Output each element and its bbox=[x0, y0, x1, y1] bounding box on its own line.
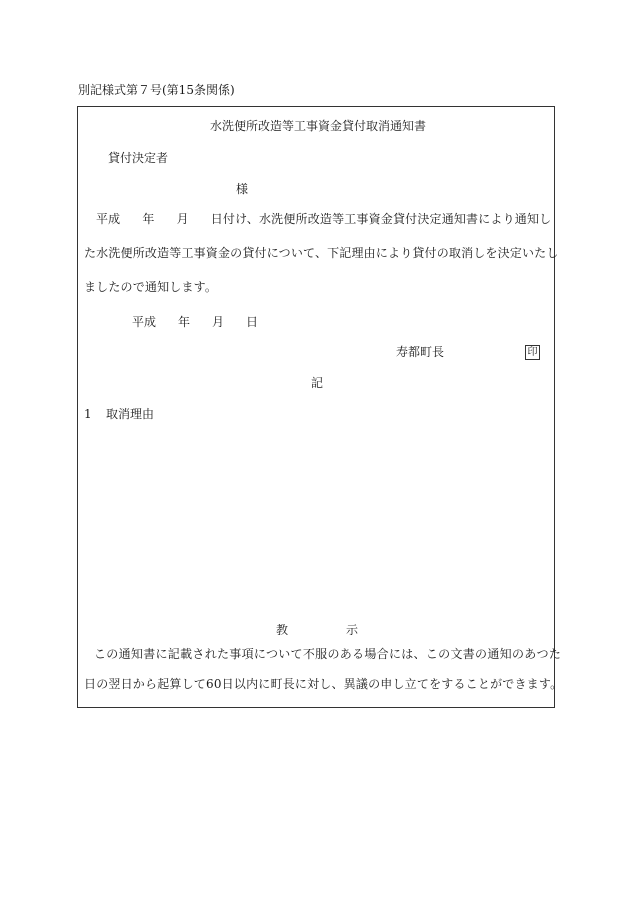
date-day: 日 bbox=[246, 315, 259, 329]
body-year: 年 bbox=[142, 212, 155, 226]
recipient-label: 貸付決定者 bbox=[108, 151, 169, 165]
body-month: 月 bbox=[176, 212, 189, 226]
date-month: 月 bbox=[212, 315, 225, 329]
form-number-label: 別記様式第７号(第15条関係) bbox=[78, 83, 235, 97]
seal-icon: 印 bbox=[525, 345, 540, 360]
instruction-title-right: 示 bbox=[346, 623, 359, 637]
note-heading: 記 bbox=[311, 376, 324, 390]
item-number: 1 bbox=[84, 407, 92, 421]
seal-mark bbox=[525, 345, 540, 360]
instruction-line-1: この通知書に記載された事項について不服のある場合には、この文書の通知のあつた bbox=[94, 647, 562, 661]
issuer-name: 寿都町長 bbox=[396, 345, 445, 359]
honorific: 様 bbox=[236, 182, 249, 196]
body-era: 平成 bbox=[96, 212, 121, 226]
item-label: 取消理由 bbox=[106, 407, 155, 421]
instruction-title-left: 教 bbox=[276, 623, 289, 637]
document-title: 水洗便所改造等工事資金貸付取消通知書 bbox=[210, 119, 427, 133]
body-line-2: た水洗便所改造等工事資金の貸付について、下記理由により貸付の取消しを決定いたし bbox=[84, 246, 559, 260]
instruction-line-2: 日の翌日から起算して60日以内に町長に対し、異議の申し立てをすることができます。 bbox=[84, 677, 563, 691]
date-year: 年 bbox=[178, 315, 191, 329]
body-day-rest: 日付け、水洗便所改造等工事資金貸付決定通知書により通知し bbox=[210, 212, 552, 226]
date-era: 平成 bbox=[132, 315, 157, 329]
body-line-3: ましたので通知します。 bbox=[84, 280, 218, 294]
body-line-1 bbox=[84, 213, 551, 225]
issue-date bbox=[132, 316, 258, 328]
